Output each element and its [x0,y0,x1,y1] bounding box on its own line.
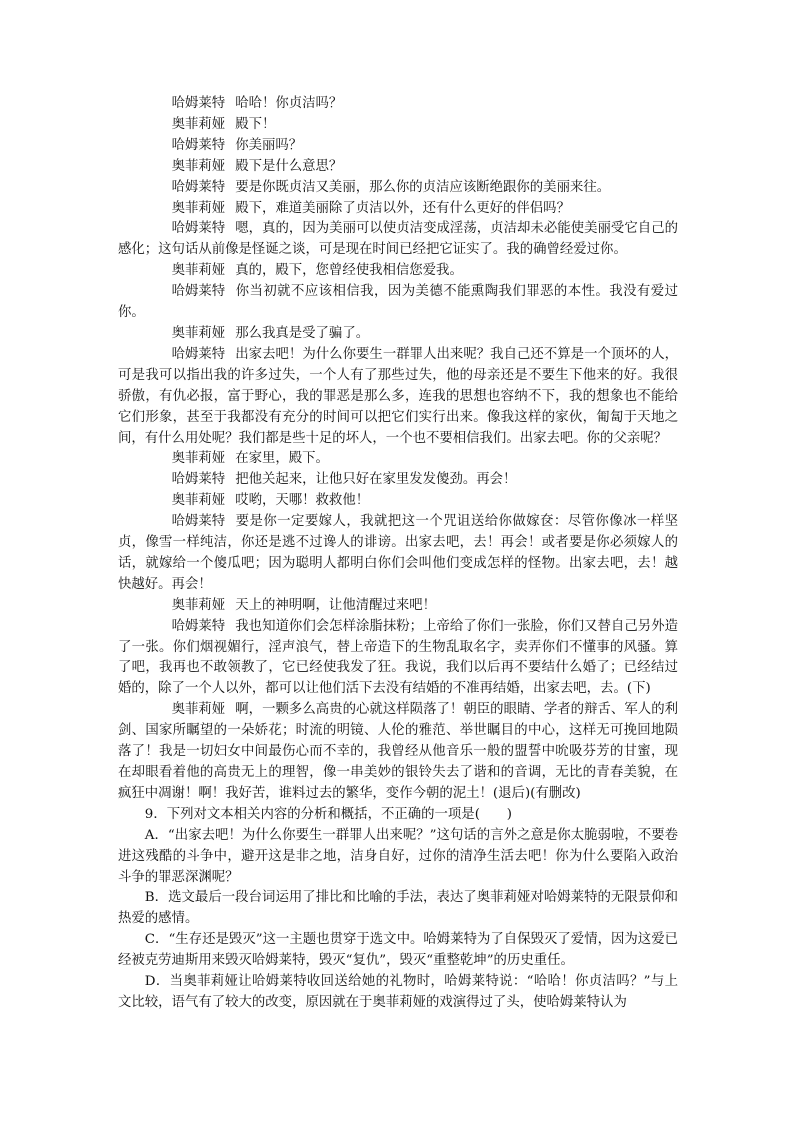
dialogue-line [118,512,678,596]
speaker-name: 哈姆莱特 [171,221,226,237]
dialogue-text: 哎哟，天哪！救救他！ [235,493,370,509]
speaker-name: 哈姆莱特 [171,514,226,530]
question-options [118,826,678,1014]
dialogue-text: 要是你一定要嫁人，我就把这一个咒诅送给你做嫁奁：尽管你像冰一样坚贞，像雪一样纯洁，你还是逃不过谗人的诽谤。出家去吧，去！再会！或者要是你必须嫁人的话，就嫁给一个傻瓜吧；因为聪明人都明白你们会叫他们变成怎样的怪物。出家去吧，去！越快越好。再会！ [118,514,678,592]
dialogue-text: 要是你既贞洁又美丽，那么你的贞洁应该断绝跟你的美丽来往。 [235,179,611,195]
dialogue-line [118,617,678,701]
question-option: D．当奥菲莉娅让哈姆莱特收回送给她的礼物时，哈姆莱特说：“哈哈！你贞洁吗？”与上文比较，语气有了较大的改变，原因就在于奥菲莉娅的戏演得过了头，使哈姆莱特认为 [118,974,678,1010]
speaker-name: 哈姆莱特 [171,472,226,488]
dialogue-text: 那么我真是受了骗了。 [235,325,370,341]
dialogue-line [118,261,678,282]
speaker-name: 哈姆莱特 [171,96,226,111]
speaker-name: 奥菲莉娅 [171,451,226,467]
document-page [118,94,678,1014]
question-option: A．“出家去吧！为什么你要生一群罪人出来呢？”这句话的言外之意是你太脆弱啦，不要卷进这残酷的斗争中，避开这是非之地，洁身自好，过你的清净生活去吧！你为什么要陷入政治斗争的罪恶深渊呢？ [118,827,678,885]
dialogue-text: 啊，一颗多么高贵的心就这样陨落了！朝臣的眼睛、学者的辩舌、军人的利剑、国家所瞩望的一朵娇花；时流的明镜、人伦的雅范、举世瞩目的中心，这样无可挽回地陨落了！我是一切妇女中间最伤心而不幸的，我曾经从他音乐一般的盟誓中吮吸芬芳的甘蜜，现在却眼看着他的高贵无上的理智，像一串美妙的银铃失去了谐和的音调，无比的青春美貌，在疯狂中凋谢！啊！我好苦，谁料过去的繁华，变作今朝的泥土！(退后)(有删改) [118,702,678,801]
speaker-name: 哈姆莱特 [171,346,226,362]
dialogue-line [118,324,678,345]
dialogue-section [118,94,678,805]
dialogue-text: 出家去吧！为什么你要生一群罪人出来呢？我自己还不算是一个顶坏的人，可是我可以指出我的许多过失，一个人有了那些过失，他的母亲还是不要生下他来的好。我很骄傲，有仇必报，富于野心，我的罪恶是那么多，连我的思想也容纳不下，我的想象也不能给它们形象，甚至于我都没有充分的时间可以把它们实行出来。像我这样的家伙，匍匐于天地之间，有什么用处呢？我们都是些十足的坏人，一个也不要相信我们。出家去吧。你的父亲呢？ [118,346,678,446]
dialogue-text: 把他关起来，让他只好在家里发发傻劲。再会！ [235,472,517,488]
dialogue-line [118,345,678,450]
speaker-name: 哈姆莱特 [171,179,226,195]
dialogue-line [118,596,678,617]
dialogue-line [118,700,678,805]
dialogue-line [118,199,678,220]
speaker-name: 奥菲莉娅 [171,116,226,132]
dialogue-text: 天上的神明啊，让他清醒过来吧！ [235,597,437,613]
dialogue-line [118,470,678,491]
dialogue-text: 真的，殿下，您曾经使我相信您爱我。 [235,263,463,279]
dialogue-line [118,282,678,324]
dialogue-text: 嗯，真的，因为美丽可以使贞洁变成淫荡，贞洁却未必能使美丽受它自己的感化；这句话从前像是怪诞之谈，可是现在时间已经把它证实了。我的确曾经爱过你。 [118,221,678,258]
speaker-name: 哈姆莱特 [171,618,226,634]
speaker-name: 奥菲莉娅 [171,493,226,509]
dialogue-line [118,136,678,157]
dialogue-line [118,219,678,261]
dialogue-line [118,94,678,115]
question-section [118,805,678,1014]
dialogue-text: 你美丽吗？ [235,137,303,153]
question-stem: 9．下列对文本相关内容的分析和概括，不正确的一项是( ) [144,806,512,822]
dialogue-text: 你当初就不应该相信我，因为美德不能熏陶我们罪恶的本性。我没有爱过你。 [118,284,678,321]
dialogue-line [118,491,678,512]
dialogue-text: 哈哈！你贞洁吗？ [235,96,343,111]
dialogue-line [118,115,678,136]
speaker-name: 奥菲莉娅 [171,702,226,718]
speaker-name: 奥菲莉娅 [171,325,226,341]
dialogue-text: 殿下是什么意思？ [235,158,343,174]
speaker-name: 奥菲莉娅 [171,200,226,216]
speaker-name: 奥菲莉娅 [171,158,226,174]
question-option: C．“生存还是毁灭”这一主题也贯穿于选文中。哈姆莱特为了自保毁灭了爱情，因为这爱已经被克劳迪斯用来毁灭哈姆莱特，毁灭“复仇”，毁灭“重整乾坤”的历史重任。 [118,932,678,969]
dialogue-text: 殿下，难道美丽除了贞洁以外，还有什么更好的伴侣吗？ [235,200,570,216]
speaker-name: 哈姆莱特 [171,284,226,300]
dialogue-text: 殿下！ [235,116,276,132]
speaker-name: 奥菲莉娅 [171,597,226,613]
speaker-name: 哈姆莱特 [171,137,226,153]
question-option: B．选文最后一段台词运用了排比和比喻的手法，表达了奥菲莉娅对哈姆莱特的无限景仰和热爱的感情。 [118,890,678,927]
speaker-name: 奥菲莉娅 [171,263,226,279]
dialogue-line [118,449,678,470]
dialogue-text: 在家里，殿下。 [235,451,329,467]
dialogue-line [118,157,678,178]
dialogue-text: 我也知道你们会怎样涂脂抹粉；上帝给了你们一张脸，你们又替自己另外造了一张。你们烟视媚行，淫声浪气，替上帝造下的生物乱取名字，卖弄你们不懂事的风骚。算了吧，我再也不敢领教了，它已经使我发了狂。我说，我们以后再不要结什么婚了；已经结过婚的，除了一个人以外，都可以让他们活下去没有结婚的不准再结婚，出家去吧，去。(下) [118,618,678,697]
dialogue-line [118,178,678,199]
